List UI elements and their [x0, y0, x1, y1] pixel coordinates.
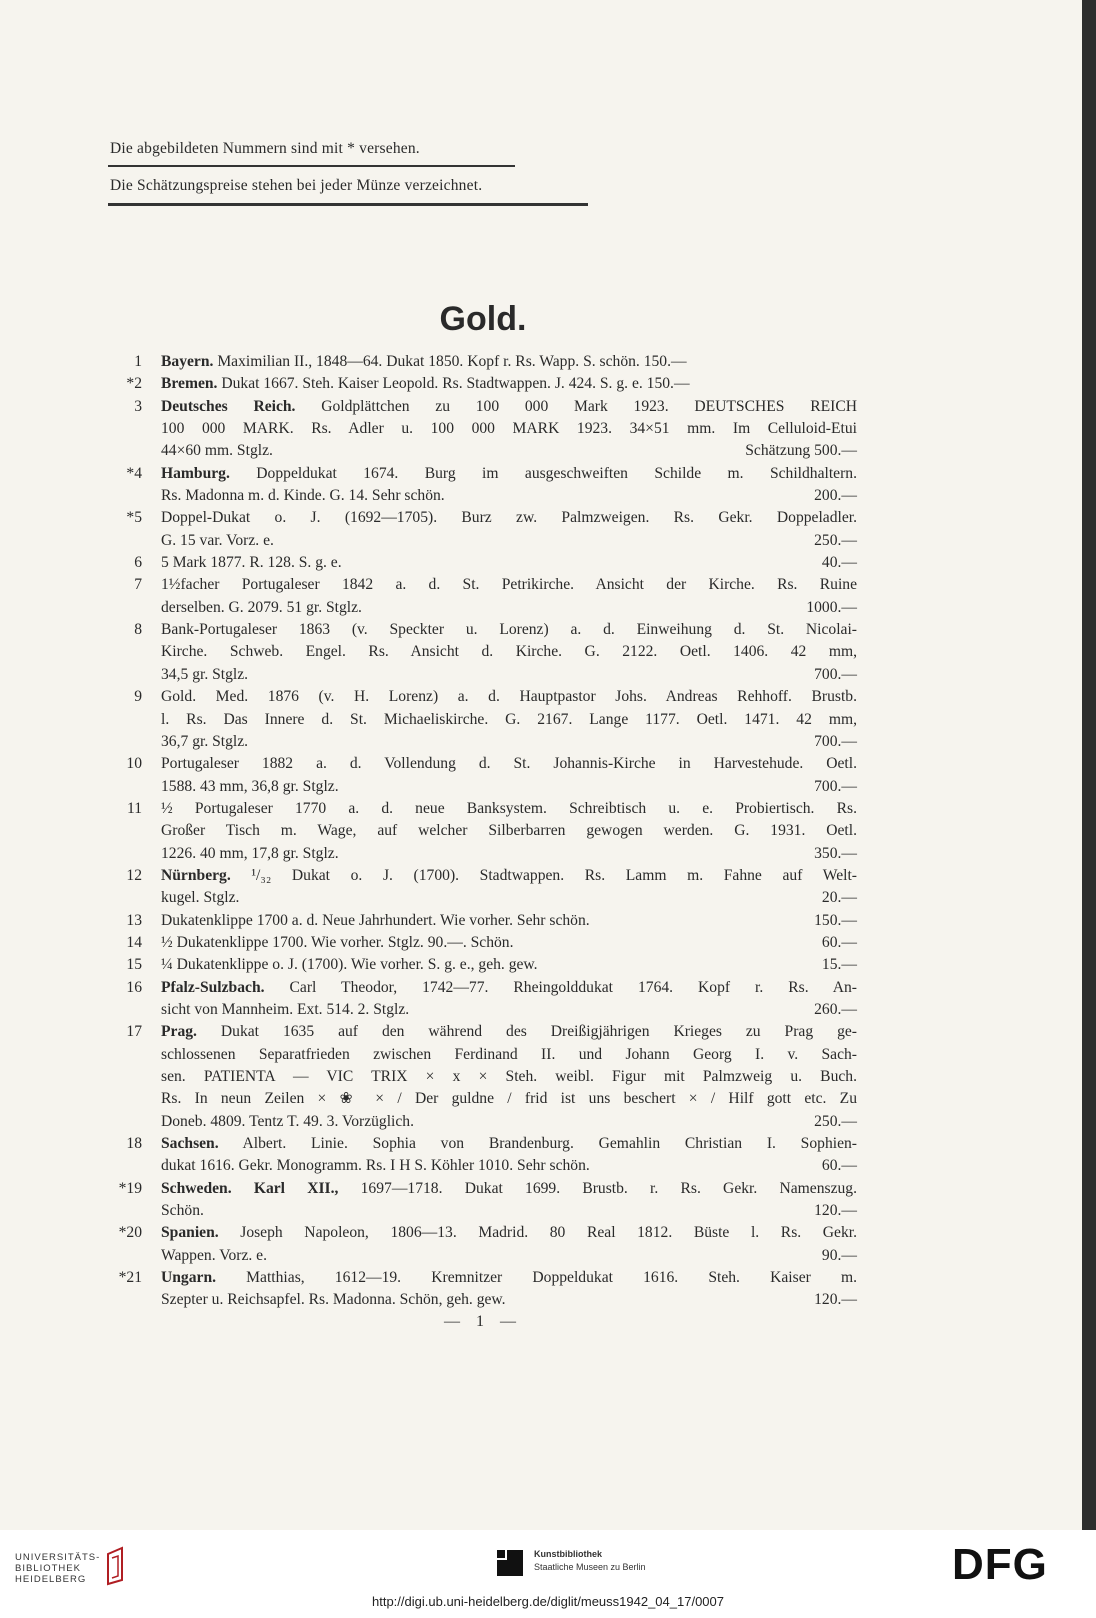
lot-line [161, 664, 857, 686]
lot-description: sen. PATIENTA — VIC TRIX × x × Steh. weibl. Figur mit Palmzweig u. Buch. [161, 1068, 857, 1085]
dfg-logo: DFG [952, 1540, 1048, 1589]
lot-price: 350.— [814, 844, 857, 862]
lot-line [161, 552, 857, 574]
lot-description: 36,7 gr. Stglz. [161, 732, 249, 750]
lot-description: 34,5 gr. Stglz. [161, 665, 249, 683]
kunstbibliothek-subtitle: Staatliche Museen zu Berlin [534, 1562, 646, 1572]
lot-description: Portugaleser 1882 a. d. Vollendung d. St. Johannis-Kirche in Harvestehude. Oetl. [161, 755, 857, 773]
lot-heading: Bremen. [161, 375, 218, 393]
lot-entry [0, 1222, 1082, 1267]
lot-line [161, 1245, 857, 1267]
lot-heading: Spanien. [161, 1224, 219, 1242]
lot-price: 700.— [814, 665, 857, 683]
lot-description: Wappen. Vorz. e. [161, 1246, 267, 1264]
lot-description: 1697—1718. Dukat 1699. Brustb. r. Rs. Gekr. Namenszug. [338, 1179, 857, 1197]
lot-description: Doppel-Dukat o. J. (1692—1705). Burz zw. Palmzweigen. Rs. Gekr. Doppeladler. [161, 509, 857, 527]
lot-description: Szepter u. Reichsapfel. Rs. Madonna. Schön, geh. gew. [161, 1291, 506, 1309]
lot-description: 1588. 43 mm, 36,8 gr. Stglz. [161, 777, 339, 795]
lot-number: 17 [126, 1023, 142, 1041]
lot-line [161, 574, 857, 596]
lot-price: Schätzung 500.— [745, 442, 857, 460]
lot-line [161, 463, 857, 485]
lot-description: ½ Dukatenklippe 1700. Wie vorher. Stglz. 90.—. Schön. [161, 933, 514, 951]
lot-number: 1 [134, 353, 142, 370]
lot-price: 260.— [814, 1000, 857, 1018]
lot-price: 90.— [821, 1246, 857, 1264]
lot-number: 7 [134, 576, 142, 594]
lot-number: 6 [134, 554, 142, 572]
lot-entry [0, 373, 1082, 395]
lot-entry [0, 1178, 1082, 1223]
lot-number: 14 [126, 933, 142, 951]
lot-heading: Sachsen. [161, 1135, 219, 1153]
lot-description: Albert. Linie. Sophia von Brandenburg. Gemahlin Christian I. Sophien- [218, 1135, 857, 1153]
lot-line [161, 1133, 857, 1155]
lot-price: 1000.— [806, 598, 857, 616]
lot-entry [0, 463, 1082, 508]
lot-number: 11 [126, 799, 142, 817]
lot-number: 3 [134, 397, 142, 415]
lot-description: Dukat 1635 auf den während des Dreißigjährigen Krieges zu Prag ge- [196, 1023, 857, 1041]
lot-description: 5 Mark 1877. R. 128. S. g. e. [161, 554, 342, 572]
lot-entry [0, 910, 1082, 932]
lot-number: 12 [126, 866, 142, 884]
lot-line [161, 977, 857, 999]
lot-description: ¼ Dukatenklippe o. J. (1700). Wie vorher. S. g. e., geh. gew. [161, 956, 538, 974]
lot-number: *2 [126, 375, 142, 393]
notice-estimates: Die Schätzungspreise stehen bei jeder Münze verzeichnet. [110, 177, 483, 194]
lot-line [161, 709, 857, 731]
lot-description: Großer Tisch m. Wage, auf welcher Silberbarren gewogen werden. G. 1931. Oetl. [161, 822, 857, 840]
lot-line [161, 1222, 857, 1244]
lot-price: 120.— [814, 1202, 857, 1220]
lot-description: Doneb. 4809. Tentz T. 49. 3. Vorzüglich. [161, 1112, 415, 1130]
lot-heading: Prag. [161, 1023, 197, 1041]
lot-line [161, 932, 857, 954]
lot-description: Rs. In neun Zeilen × ❀ × / Der guldne / frid ist uns beschert × / Hilf gott etc. Zu [161, 1090, 857, 1108]
footer [0, 1530, 1096, 1618]
lot-line [161, 507, 857, 529]
lot-description: 100 000 MARK. Rs. Adler u. 100 000 MARK 1923. 34×51 mm. Im Celluloid-Etui [161, 420, 857, 438]
lot-line [161, 865, 857, 887]
lot-line [161, 373, 857, 395]
lot-description: G. 15 var. Vorz. e. [161, 531, 274, 549]
lot-price: 250.— [814, 531, 857, 549]
lot-line [161, 686, 857, 708]
ub-heidelberg-logo-icon [102, 1546, 128, 1586]
lot-description: 44×60 mm. Stglz. [161, 442, 273, 460]
lot-description: 1½facher Portugaleser 1842 a. d. St. Petrikirche. Ansicht der Kirche. Rs. Ruine [161, 576, 857, 594]
lot-number: *4 [126, 464, 142, 482]
lot-line [161, 954, 857, 976]
lot-line [161, 776, 857, 798]
lot-line [161, 619, 857, 641]
lot-description: ½ Portugaleser 1770 a. d. neue Banksystem. Schreibtisch u. e. Probiertisch. Rs. [161, 799, 857, 817]
lot-description: derselben. G. 2079. 51 gr. Stglz. [161, 598, 362, 616]
lot-heading: Nürnberg. [161, 866, 231, 884]
lot-line [161, 440, 857, 462]
lot-line [161, 396, 857, 418]
lot-line [161, 1066, 857, 1088]
lot-entry [0, 552, 1082, 574]
lot-number: *5 [126, 509, 142, 527]
lot-description: Rs. Madonna m. d. Kinde. G. 14. Sehr schön. [161, 487, 445, 505]
lot-entry [0, 351, 1082, 373]
notice-asterisk: Die abgebildeten Nummern sind mit * versehen. [110, 140, 420, 157]
lot-line [161, 530, 857, 552]
page-number: — 1 — [444, 1313, 522, 1330]
lot-description: kugel. Stglz. [161, 889, 240, 907]
lot-line [161, 910, 857, 932]
lot-entry [0, 507, 1082, 552]
lot-description: dukat 1616. Gekr. Monogramm. Rs. I H S. Köhler 1010. Sehr schön. [161, 1157, 590, 1175]
lot-price: 20.— [821, 889, 857, 907]
lot-line [161, 1088, 857, 1110]
lot-description: Matthias, 1612—19. Kremnitzer Doppeldukat 1616. Steh. Kaiser m. [216, 1269, 857, 1287]
lot-line [161, 1021, 857, 1043]
lot-line [161, 820, 857, 842]
lot-description: 1226. 40 mm, 17,8 gr. Stglz. [161, 844, 339, 862]
notice-rule-thick [108, 203, 588, 206]
lot-number: 18 [126, 1135, 142, 1153]
lot-description: schlossenen Separatfrieden zwischen Ferdinand II. und Johann Georg I. v. Sach- [161, 1045, 857, 1063]
lot-entry [0, 1021, 1082, 1133]
lot-description: Goldplättchen zu 100 000 Mark 1923. DEUTSCHES REICH [295, 397, 857, 415]
lot-heading: Pfalz-Sulzbach. [161, 978, 265, 996]
lot-entry [0, 865, 1082, 910]
lot-price: 40.— [821, 554, 857, 572]
lot-price: 700.— [814, 732, 857, 750]
lot-entry [0, 753, 1082, 798]
lot-heading: Ungarn. [161, 1269, 217, 1287]
lot-line [161, 1155, 857, 1177]
lot-line [161, 485, 857, 507]
lot-line [161, 753, 857, 775]
lot-line [161, 1111, 857, 1133]
source-url[interactable]: http://digi.ub.uni-heidelberg.de/diglit/meuss1942_04_17/0007 [372, 1594, 724, 1609]
lot-line [161, 731, 857, 753]
lot-entry [0, 686, 1082, 753]
lot-line [161, 1289, 857, 1311]
lot-description: Doppeldukat 1674. Burg im ausgeschweiften Schilde m. Schildhaltern. [229, 464, 857, 482]
lot-number: 15 [126, 956, 142, 974]
lot-number: *19 [118, 1179, 142, 1197]
lot-heading: Hamburg. [161, 464, 230, 482]
lot-entry [0, 932, 1082, 954]
lot-description: Carl Theodor, 1742—77. Rheingolddukat 1764. Kopf r. Rs. An- [264, 978, 857, 996]
lot-price: 150.— [814, 911, 857, 929]
kunstbibliothek-name: Kunstbibliothek [534, 1549, 602, 1559]
lot-number: 10 [126, 755, 142, 773]
lot-line [161, 1200, 857, 1222]
lot-entry [0, 1133, 1082, 1178]
lot-entry [0, 396, 1082, 463]
lot-price: 700.— [814, 777, 857, 795]
lot-description: Schön. [161, 1202, 204, 1220]
lot-description: Dukatenklippe 1700 a. d. Neue Jahrhundert. Wie vorher. Sehr schön. [161, 911, 590, 929]
lot-line [161, 641, 857, 663]
lot-description: Dukat 1667. Steh. Kaiser Leopold. Rs. Stadtwappen. J. 424. S. g. e. 150.— [217, 375, 690, 393]
lot-number: 9 [134, 688, 142, 706]
lot-number: 8 [134, 621, 142, 639]
lot-description: Maximilian II., 1848—64. Dukat 1850. Kopf r. Rs. Wapp. S. schön. 150.— [213, 353, 687, 370]
lot-description: Gold. Med. 1876 (v. H. Lorenz) a. d. Hauptpastor Johs. Andreas Rehhoff. Brustb. [161, 688, 857, 706]
lot-entry [0, 954, 1082, 976]
lot-heading: Deutsches Reich. [161, 397, 296, 415]
notice-rule-thin [108, 165, 515, 167]
lot-line [161, 843, 857, 865]
kunstbibliothek-label [534, 1548, 646, 1574]
lot-line [161, 1178, 857, 1200]
lot-line [161, 798, 857, 820]
lot-price: 200.— [814, 487, 857, 505]
lot-description: Kirche. Schweb. Engel. Rs. Ansicht d. Kirche. G. 2122. Oetl. 1406. 42 mm, [161, 643, 857, 661]
ub-heidelberg-label: UNIVERSITÄTS- BIBLIOTHEK HEIDELBERG [15, 1552, 101, 1585]
lot-line [161, 597, 857, 619]
lot-description: Bank-Portugaleser 1863 (v. Speckter u. Lorenz) a. d. Einweihung d. St. Nicolai- [161, 621, 857, 639]
lot-price: 120.— [814, 1291, 857, 1309]
lot-price: 60.— [821, 933, 857, 951]
lot-description: l. Rs. Das Innere d. St. Michaeliskirche. G. 2167. Lange 1177. Oetl. 1471. 42 mm, [161, 710, 857, 728]
lot-entry [0, 798, 1082, 865]
lot-line [161, 1044, 857, 1066]
kunstbibliothek-logo-icon [497, 1550, 523, 1576]
lot-line [161, 999, 857, 1021]
lot-price: 15.— [821, 956, 857, 974]
lot-number: 13 [126, 911, 142, 929]
section-title: Gold. [439, 300, 527, 338]
lot-entry [0, 977, 1082, 1022]
scan-edge [1082, 0, 1096, 1530]
lot-price: 60.— [821, 1157, 857, 1175]
lot-description: ¹/₃₂ Dukat o. J. (1700). Stadtwappen. Rs. Lamm m. Fahne auf Welt- [230, 866, 857, 884]
lot-heading: Bayern. [161, 353, 214, 370]
lot-description: Joseph Napoleon, 1806—13. Madrid. 80 Real 1812. Büste l. Rs. Gekr. [218, 1224, 857, 1242]
lot-list [0, 351, 1082, 1312]
lot-line [161, 887, 857, 909]
lot-price: 250.— [814, 1112, 857, 1130]
lot-number: 16 [126, 978, 142, 996]
lot-line [161, 351, 857, 373]
lot-number: *20 [118, 1224, 142, 1242]
lot-line [161, 1267, 857, 1289]
lot-entry [0, 1267, 1082, 1312]
lot-number: *21 [118, 1269, 142, 1287]
lot-entry [0, 574, 1082, 619]
lot-line [161, 418, 857, 440]
lot-entry [0, 619, 1082, 686]
lot-description: sicht von Mannheim. Ext. 514. 2. Stglz. [161, 1000, 410, 1018]
lot-heading: Schweden. Karl XII., [161, 1179, 339, 1197]
